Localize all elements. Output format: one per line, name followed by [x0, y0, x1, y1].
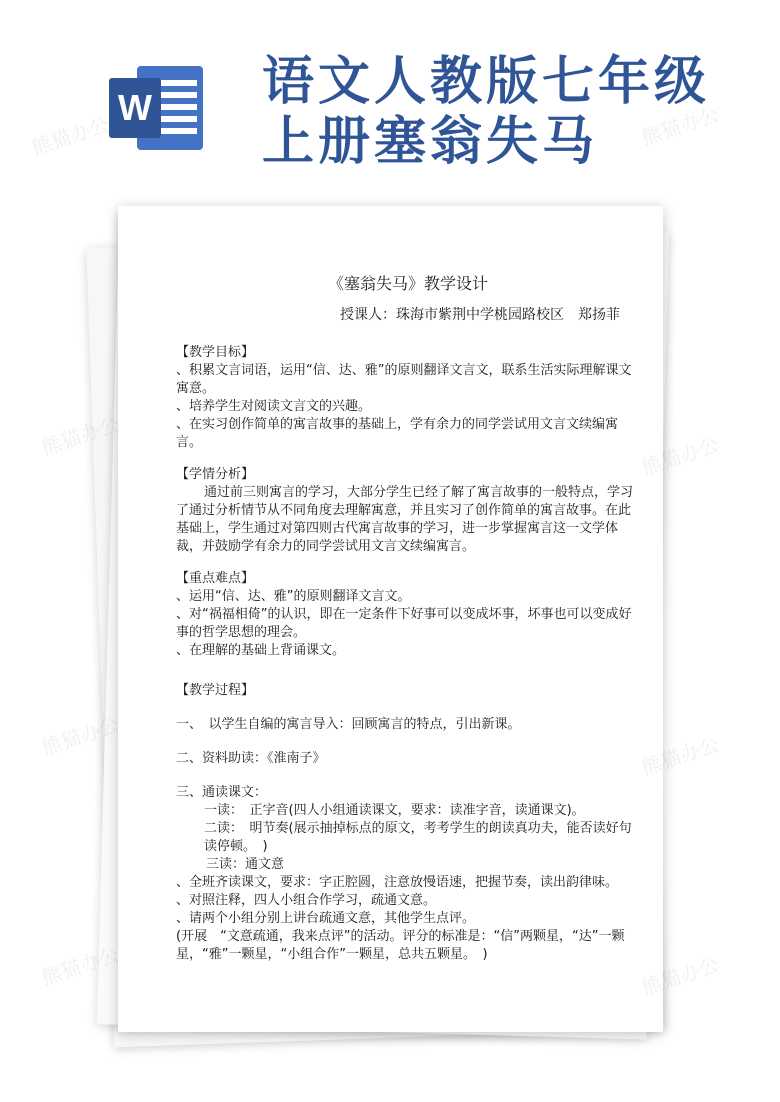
- word-logo-icon: [107, 62, 207, 154]
- page-title-line-1: 语文人教版七年级: [262, 52, 711, 112]
- page-title-line-2: 上册塞翁失马: [262, 112, 599, 172]
- watermark: 熊猫办公: [638, 102, 723, 150]
- watermark: 熊猫办公: [28, 112, 113, 160]
- section-heading-process: 【教学过程】: [176, 683, 255, 698]
- section-heading-analysis: 【学情分析】: [176, 467, 255, 482]
- list-item: 、对照注释，四人小组合作学习，疏通文意。: [176, 893, 437, 908]
- list-item: 、在理解的基础上背诵课文。: [176, 643, 346, 658]
- watermark: 熊猫办公: [638, 432, 723, 480]
- list-item: 、积累文言词语，运用“信、达、雅”的原则翻译文言文，联系生活实际理解课文寓意。: [176, 363, 632, 396]
- document-content: [176, 272, 640, 964]
- watermark: 熊猫办公: [638, 732, 723, 780]
- reading-step-1: 一读： 正字音(四人小组通读课文，要求：读准字音，读通课文)。: [204, 803, 585, 818]
- list-item: 、在实习创作简单的寓言故事的基础上，学有余力的同学尝试用文言文续编寓言。: [176, 417, 619, 450]
- activity-note: (开展 “文意疏通，我来点评”的活动。评分的标准是：“信”两颗星，“达”一颗星，“雅”一颗星，“小组合作”一颗星，总共五颗星。 ): [176, 929, 625, 962]
- process-step-3: 三、通读课文：: [176, 785, 268, 800]
- process-step-1: 一、 以学生自编的寓言导入：回顾寓言的特点，引出新课。: [176, 717, 521, 732]
- watermark: 熊猫办公: [638, 952, 723, 1000]
- list-item: 、全班齐读课文，要求：字正腔圆，注意放慢语速，把握节奏，读出韵律味。: [176, 875, 619, 890]
- process-step-2: 二、资料助读：《淮南子》: [176, 751, 326, 766]
- watermark: 熊猫办公: [38, 412, 123, 460]
- section-heading-key-points: 【重点难点】: [176, 571, 255, 586]
- reading-step-3: 三读：通文意: [206, 857, 285, 872]
- list-item: 、请两个小组分别上讲台疏通文意，其他学生点评。: [176, 911, 476, 926]
- list-item: 、对“祸福相倚”的认识，即在一定条件下好事可以变成坏事，坏事也可以变成好事的哲学思想的理会。: [176, 607, 632, 640]
- list-item: 、运用“信、达、雅”的原则翻译文言文。: [176, 589, 411, 604]
- header: [0, 0, 780, 200]
- analysis-paragraph: 通过前三则寓言的学习，大部分学生已经了解了寓言故事的一般特点，学习了通过分析情节从不同角度去理解寓意，并且实习了创作简单的寓言故事。在此基础上，学生通过对第四则古代寓言故事的学习，进一步掌握寓言这一文学体裁，并鼓励学有余力的同学尝试用文言文续编寓言。: [176, 485, 634, 554]
- reading-step-2: 二读： 明节奏(展示抽掉标点的原文，考考学生的朗读真功夫，能否读好句读停顿。 ): [204, 821, 632, 854]
- document-title: 《塞翁失马》教学设计: [327, 274, 488, 293]
- watermark: 熊猫办公: [38, 712, 123, 760]
- section-heading-goals: 【教学目标】: [176, 345, 255, 360]
- watermark: 熊猫办公: [38, 942, 123, 990]
- document-author: 授课人：珠海市紫荆中学桃园路校区 郑扬菲: [340, 307, 620, 323]
- svg-text:W: W: [118, 87, 152, 128]
- list-item: 、培养学生对阅读文言文的兴趣。: [176, 399, 372, 414]
